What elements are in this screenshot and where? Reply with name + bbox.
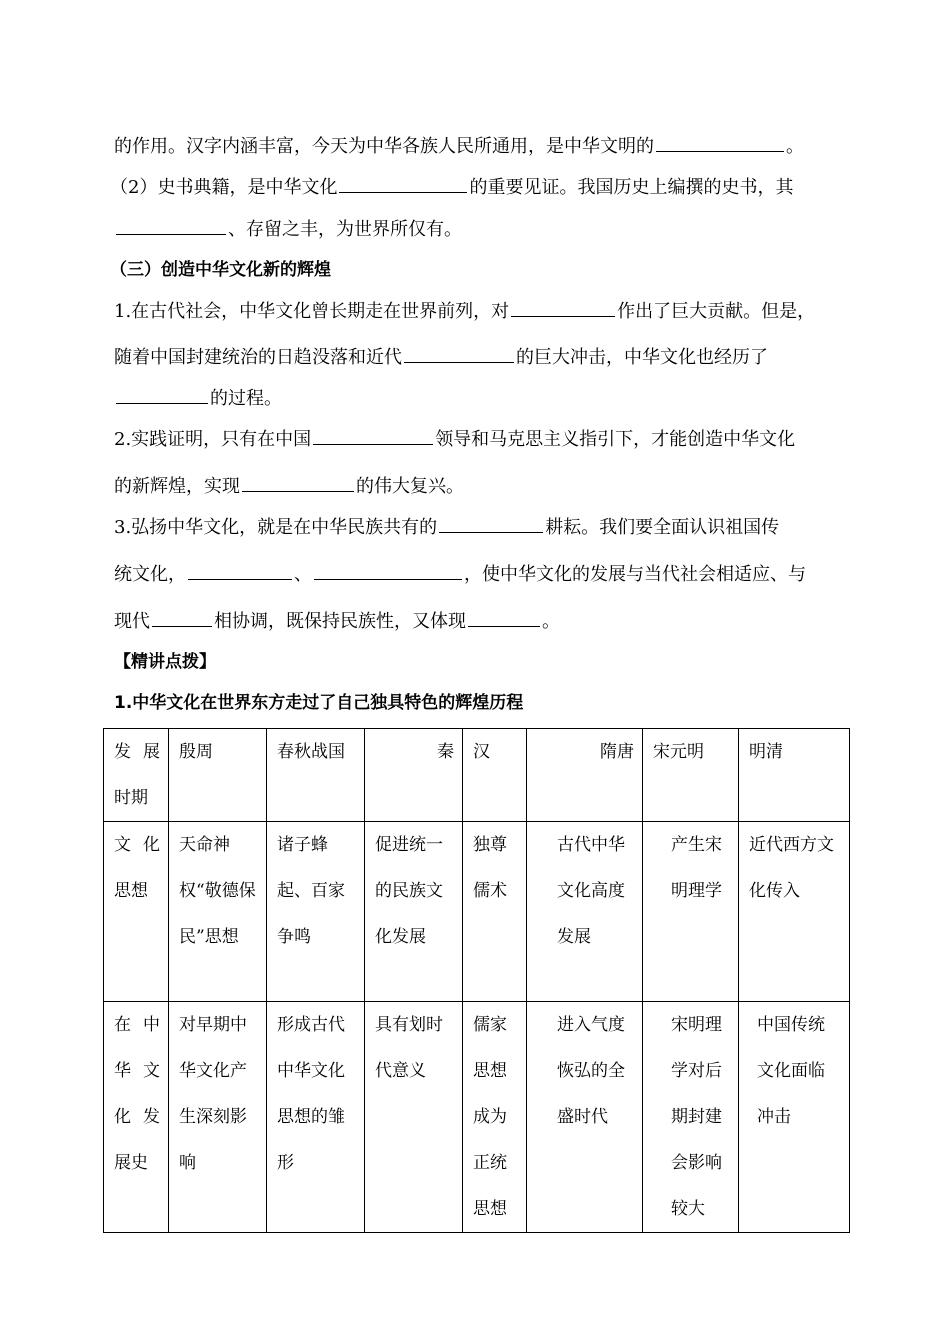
blank[interactable]: [656, 133, 784, 152]
header-cell: 秦: [365, 729, 463, 822]
blank[interactable]: [511, 298, 615, 317]
section3-title: （三）创造中华文化新的辉煌: [110, 260, 331, 280]
table-row-history: [104, 1002, 850, 1233]
header-cell: 汉: [463, 729, 527, 822]
header-cell: 宋元明: [643, 729, 739, 822]
para2-line1: [110, 174, 793, 201]
blank[interactable]: [339, 174, 467, 193]
blank[interactable]: [314, 561, 462, 580]
table-header-row: [104, 729, 850, 822]
item3-text-b: 耕耘。我们要全面认识祖国传: [545, 517, 780, 538]
table-cell: 产生宋明理学: [643, 822, 739, 1002]
item1-text-b: 作出了巨大贡献。但是，: [617, 301, 816, 322]
table-cell: 诸子蜂起、百家争鸣: [267, 822, 365, 1002]
table-cell: 中国传统文化面临冲击: [739, 1002, 850, 1233]
row-label-cell: 文化思想: [104, 822, 169, 1002]
item2-text-c: 的新辉煌，实现: [114, 476, 240, 497]
table-cell: 宋明理学对后期封建会影响较大: [643, 1002, 739, 1233]
header-cell: 春秋战国: [267, 729, 365, 822]
table-title: 1.中华文化在世界东方走过了自己独具特色的辉煌历程: [114, 693, 524, 713]
item3-text-c: 统文化，: [114, 564, 186, 585]
table-row-thought: [104, 822, 850, 1002]
item3-text-d: 、: [294, 564, 312, 585]
item3-text-g: 相协调，既保持民族性，又体现: [214, 611, 466, 632]
header-cell: 隋唐: [527, 729, 643, 822]
item2-text-d: 的伟大复兴。: [356, 476, 464, 497]
item2-text-a: 2.实践证明，只有在中国: [114, 429, 312, 450]
item3-text-h: 。: [542, 611, 560, 632]
item3-line1: [114, 514, 779, 541]
table-cell: 儒家思想成为正统思想: [463, 1002, 527, 1233]
table-cell: 古代中华文化高度发展: [527, 822, 643, 1002]
item1-text-a: 1.在古代社会，中华文化曾长期走在世界前列，对: [114, 301, 510, 322]
blank[interactable]: [404, 344, 514, 363]
history-table: [103, 728, 850, 1233]
para1-end: 。: [786, 136, 804, 157]
item1-line1: [114, 298, 815, 325]
para1-text: 的作用。汉字内涵丰富，今天为中华各族人民所通用，是中华文明的: [114, 136, 654, 157]
item1-line3: [114, 385, 282, 412]
item3-line2: [114, 561, 806, 588]
table-cell: 天命神权“敬德保民”思想: [169, 822, 267, 1002]
table-cell: 促进统一的民族文化发展: [365, 822, 463, 1002]
table-cell: 进入气度恢弘的全盛时代: [527, 1002, 643, 1233]
blank[interactable]: [116, 385, 208, 404]
item1-text-c: 随着中国封建统治的日趋没落和近代: [114, 347, 402, 368]
item1-line2: [114, 344, 768, 371]
blank[interactable]: [313, 426, 433, 445]
item3-text-e: ，使中华文化的发展与当代社会相适应、与: [464, 564, 806, 585]
item3-line3: [114, 608, 560, 635]
item3-text-a: 3.弘扬中华文化，就是在中华民族共有的: [114, 517, 438, 538]
para2-text-c: 、存留之丰，为世界所仅有。: [228, 219, 462, 240]
blank[interactable]: [439, 514, 543, 533]
item3-text-f: 现代: [114, 611, 150, 632]
blank[interactable]: [152, 608, 212, 627]
item1-text-d: 的巨大冲击，中华文化也经历了: [516, 347, 768, 368]
table-cell: 对早期中华文化产生深刻影响: [169, 1002, 267, 1233]
para2-line2: [114, 216, 462, 243]
header-cell: 明清: [739, 729, 850, 822]
header-cell-period: 发展时期: [104, 729, 169, 822]
table-cell: 具有划时代意义: [365, 1002, 463, 1233]
row-label-cell: 在中华文化发展史: [104, 1002, 169, 1233]
para1-line: [114, 133, 804, 160]
header-cell: 殷周: [169, 729, 267, 822]
item2-line1: [114, 426, 795, 453]
blank[interactable]: [468, 608, 540, 627]
blank[interactable]: [116, 216, 226, 235]
jingjiang-title: 【精讲点拨】: [114, 652, 216, 672]
blank[interactable]: [188, 561, 292, 580]
item2-text-b: 领导和马克思主义指引下，才能创造中华文化: [435, 429, 796, 450]
blank[interactable]: [242, 473, 354, 492]
table-cell: 形成古代中华文化思想的雏形: [267, 1002, 365, 1233]
item1-text-e: 的过程。: [210, 388, 282, 409]
table-cell: 近代西方文化传入: [739, 822, 850, 1002]
para2-text-a: （2）史书典籍，是中华文化: [110, 177, 338, 198]
table-cell: 独尊儒术: [463, 822, 527, 1002]
para2-text-b: 的重要见证。我国历史上编撰的史书，其: [469, 177, 794, 198]
item2-line2: [114, 473, 464, 500]
